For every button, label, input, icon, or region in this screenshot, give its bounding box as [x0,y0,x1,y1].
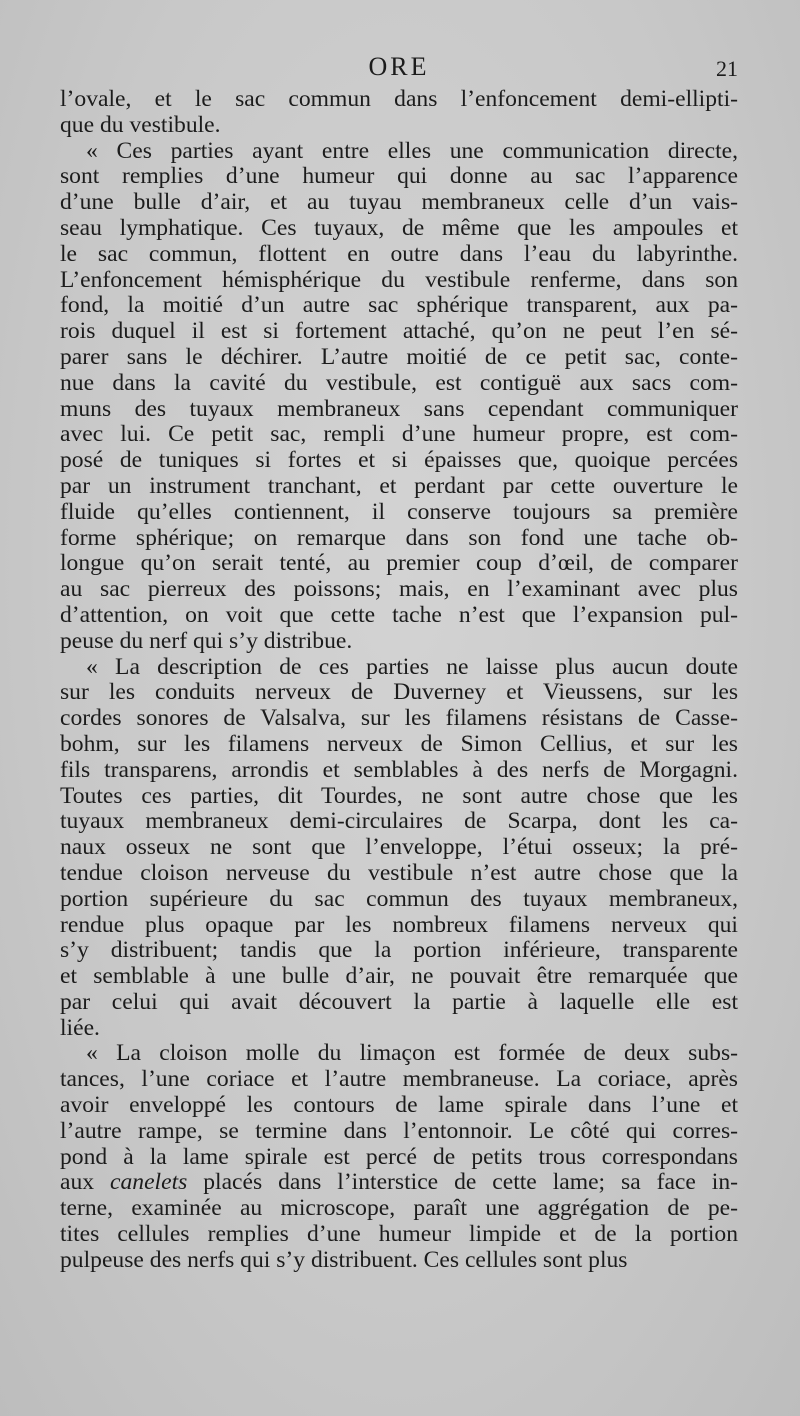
text-line: par un instrument tranchant, et perdant par cette ouverture le [60,473,738,499]
paragraph [60,139,738,655]
text-line: tites cellules remplies d’une humeur limpide et de la portion [60,1222,738,1248]
paragraph [60,655,738,1042]
text-line: fond, la moitié d’un autre sac sphérique transparent, aux pa- [60,293,738,319]
text-line: et semblable à une bulle d’air, ne pouvait être remarquée que [60,964,738,990]
text-line: posé de tuniques si fortes et si épaisses que, quoique percées [60,448,738,474]
text-line: sont remplies d’une humeur qui donne au sac l’apparence [60,164,738,190]
paragraph [60,1041,738,1273]
text-line: aux canelets placés dans l’interstice de cette lame; sa face in- [60,1170,738,1196]
text-line: d’une bulle d’air, et au tuyau membraneux celle d’un vais- [60,190,738,216]
text-line: seau lymphatique. Ces tuyaux, de même que les ampoules et [60,215,738,241]
text-line: longue qu’on serait tenté, au premier coup d’œil, de comparer [60,551,738,577]
text-line: liée. [60,1015,100,1041]
text-line: bohm, sur les filamens nerveux de Simon Cellius, et sur les [60,731,738,757]
text-line: d’attention, on voit que cette tache n’est que l’expansion pul- [60,602,738,628]
text-line: peuse du nerf qui s’y distribue. [60,628,353,654]
text-line: Toutes ces parties, dit Tourdes, ne sont autre chose que les [60,783,738,809]
text-line: au sac pierreux des poissons; mais, en l’examinant avec plus [60,577,738,603]
text-line: « Ces parties ayant entre elles une communication directe, [86,138,738,164]
text-line: l’ovale, et le sac commun dans l’enfoncement demi-ellipti- [60,87,738,112]
text-line: parer sans le déchirer. L’autre moitié de ce petit sac, conte- [60,344,738,370]
text-line: l’autre rampe, se termine dans l’entonnoir. Le côté qui corres- [60,1118,738,1144]
text-line: « La cloison molle du limaçon est formée de deux subs- [86,1041,738,1067]
text-line: nue dans la cavité du vestibule, est contiguë aux sacs com- [60,370,738,396]
text-line: muns des tuyaux membraneux sans cependant communiquer [60,396,738,422]
text-line: portion supérieure du sac commun des tuyaux membraneux, [60,886,738,912]
text-line: naux osseux ne sont que l’enveloppe, l’étui osseux; la pré- [60,835,738,861]
text-line: s’y distribuent; tandis que la portion inférieure, transparente [60,938,738,964]
text-line: sur les conduits nerveux de Duverney et Vieussens, sur les [60,680,738,706]
text-line: par celui qui avait découvert la partie à laquelle elle est [60,989,738,1015]
text-line: que du vestibule. [60,112,221,138]
text-line: rendue plus opaque par les nombreux filamens nerveux qui [60,912,738,938]
page-header [60,52,738,86]
text-line: pulpeuse des nerfs qui s’y distribuent. Ces cellules sont plus [60,1247,628,1273]
page-number: 21 [716,56,738,81]
text-line: tuyaux membraneux demi-circulaires de Scarpa, dont les ca- [60,809,738,835]
text-line: forme sphérique; on remarque dans son fond une tache ob- [60,525,738,551]
text-line: cordes sonores de Valsalva, sur les filamens résistans de Casse- [60,706,738,732]
text-line: le sac commun, flottent en outre dans l’eau du labyrinthe. [60,241,738,267]
text-line: tendue cloison nerveuse du vestibule n’est autre chose que la [60,860,738,886]
text-line: L’enfoncement hémisphérique du vestibule renferme, dans son [60,267,738,293]
text-line: tances, l’une coriace et l’autre membraneuse. La coriace, après [60,1067,738,1093]
text-line: terne, examinée au microscope, paraît une aggrégation de pe- [60,1196,738,1222]
text-line: avoir enveloppé les contours de lame spirale dans l’une et [60,1093,738,1119]
paragraph [60,87,738,139]
text-line: avec lui. Ce petit sac, rempli d’une humeur propre, est com- [60,422,738,448]
running-head: ORE [368,52,430,81]
text-line: « La description de ces parties ne laisse plus aucun doute [86,654,738,680]
text-line: fils transparens, arrondis et semblables à des nerfs de Morgagni. [60,757,738,783]
text-line: pond à la lame spirale est percé de petits trous correspondans [60,1144,738,1170]
text-line: rois duquel il est si fortement attaché, qu’on ne peut l’en sé- [60,319,738,345]
text-line: fluide qu’elles contiennent, il conserve toujours sa première [60,499,738,525]
body-text [60,87,738,1274]
